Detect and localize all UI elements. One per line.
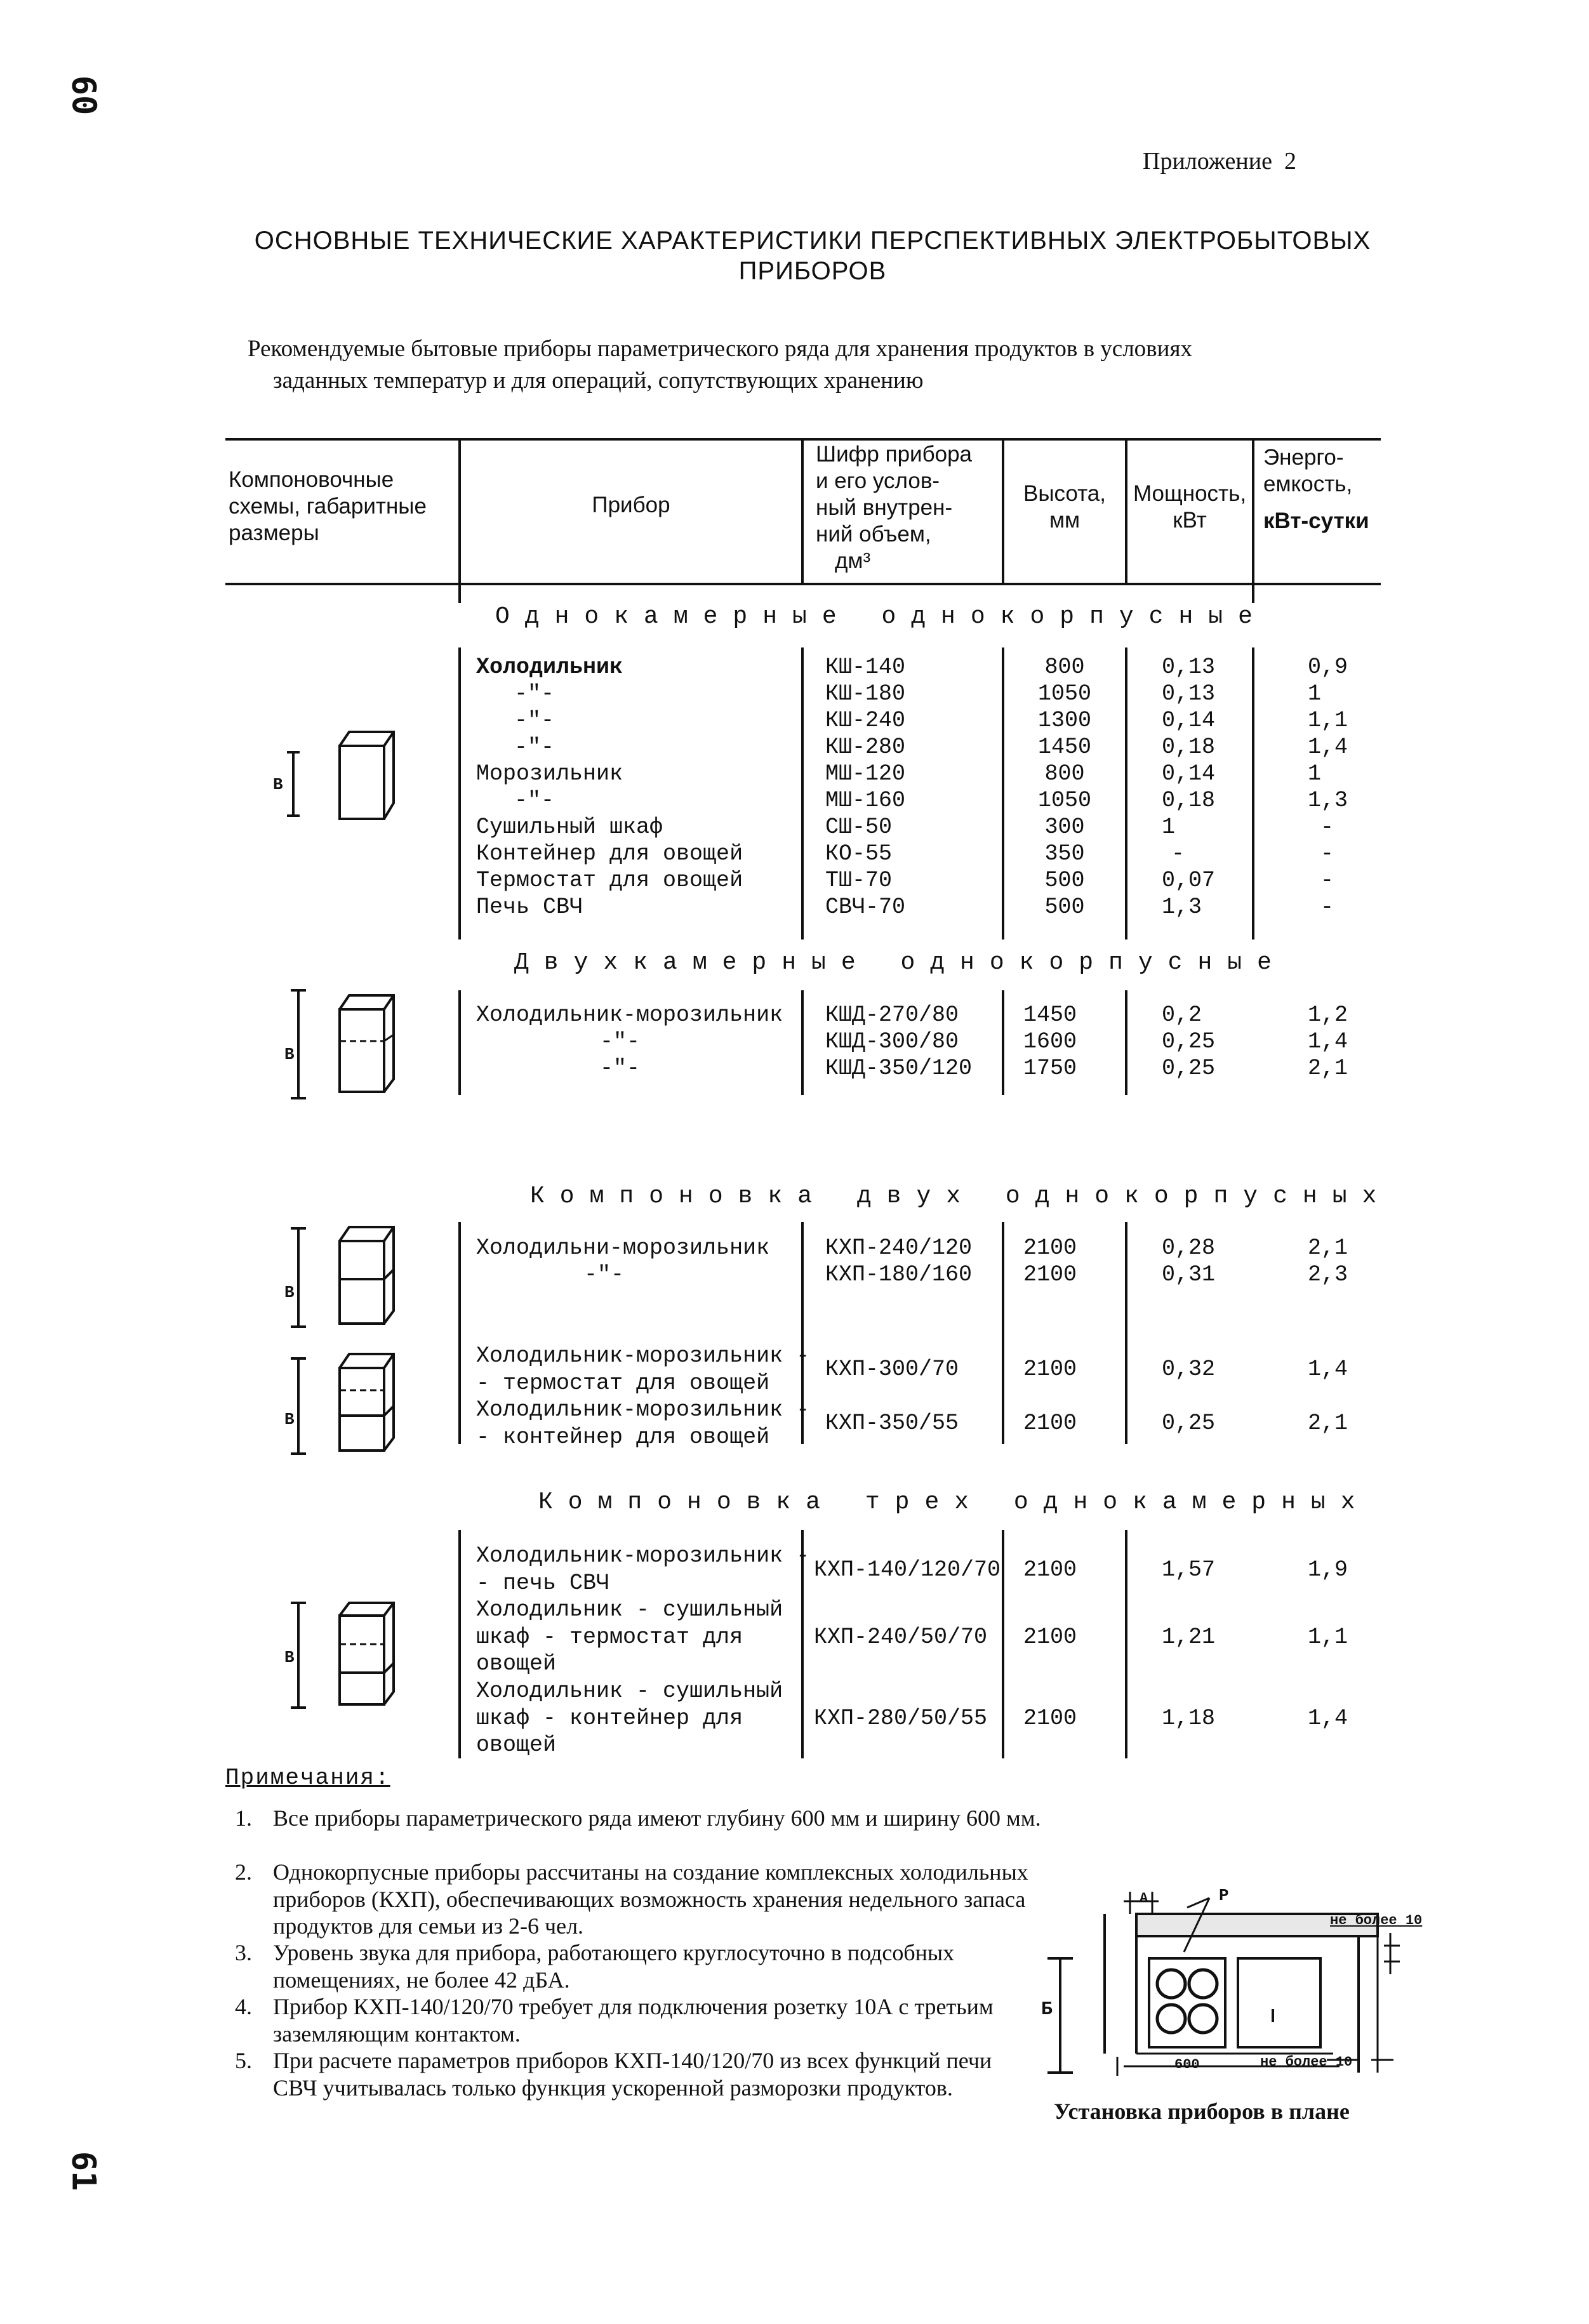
plan-caption: Установка приборов в плане [1054, 2099, 1350, 2124]
device-power: 1,21 [1162, 1624, 1216, 1650]
device-code: КХП-240/120 [825, 1235, 973, 1261]
device-power: 0,25 [1162, 1029, 1216, 1054]
section-rule [458, 1222, 461, 1444]
section-rule [1252, 647, 1254, 940]
device-name: Холодильник-морозильник [476, 1002, 783, 1028]
dimension-label: В [284, 1045, 295, 1064]
plan-label-max10-top: не более 10 [1330, 1913, 1423, 1929]
section-rule [1252, 583, 1254, 603]
device-power: 1,18 [1162, 1706, 1216, 1731]
device-height: 2100 [1023, 1411, 1077, 1436]
note-item: 2. Однокорпусные приборы рассчитаны на создание комплексных холодильных приборов (КХП), обеспечивающих возможность хранения недельного запаса продуктов для семьи из 2-6 чел. [235, 1859, 1028, 1939]
device-power: 1 [1162, 814, 1176, 840]
device-code: СШ-50 [825, 814, 893, 840]
device-energy: - [1320, 868, 1334, 893]
device-height: 1300 [1037, 708, 1091, 733]
device-height: 2100 [1023, 1624, 1077, 1650]
section-rule [458, 583, 461, 603]
device-name: -"- [584, 1262, 625, 1287]
device-height: 1050 [1037, 681, 1091, 707]
section-rule [458, 990, 461, 1095]
device-energy: 1 [1308, 761, 1322, 787]
device-name: Холодильник - сушильный шкаф - термостат для овощей [476, 1597, 783, 1677]
device-energy: 2,1 [1308, 1411, 1348, 1436]
page-title [222, 225, 1403, 286]
device-code: КШ-240 [825, 708, 906, 733]
device-height: 2100 [1023, 1235, 1077, 1261]
header-device: Прибор [592, 493, 670, 517]
note-item: 5. При расчете параметров приборов КХП-140/120/70 из всех функций печи СВЧ учитывалась только функция ускоренной разморозки продуктов. [235, 2048, 992, 2101]
dimension-label: В [284, 1410, 295, 1429]
device-energy: 2,3 [1308, 1262, 1348, 1287]
device-height: 2100 [1023, 1357, 1077, 1382]
device-height: 350 [1044, 841, 1085, 867]
header-divider-2 [801, 438, 804, 583]
device-height: 500 [1044, 868, 1085, 893]
device-height: 1450 [1037, 734, 1091, 760]
device-name: Холодильник [476, 654, 623, 680]
header-energy: Энерго- емкость, кВт-сутки [1263, 445, 1369, 533]
device-name: -"- [600, 1029, 641, 1054]
dimension-label: В [284, 1648, 295, 1667]
device-power: 0,18 [1162, 788, 1216, 813]
device-energy: 1,1 [1308, 1624, 1348, 1650]
device-power: 0,28 [1162, 1235, 1216, 1261]
device-power: 0,18 [1162, 734, 1216, 760]
device-height: 800 [1044, 654, 1085, 680]
device-name: -"- [514, 734, 555, 760]
three-unit-schematic [279, 1600, 419, 1711]
device-energy: 2,1 [1308, 1056, 1348, 1081]
device-name: -"- [514, 788, 555, 813]
device-power: 0,2 [1162, 1002, 1202, 1028]
device-name: -"- [514, 681, 555, 707]
section-rule [1002, 990, 1004, 1095]
device-energy: 1,2 [1308, 1002, 1348, 1028]
device-height: 2100 [1023, 1557, 1077, 1583]
device-code: КШД-300/80 [825, 1029, 959, 1054]
device-energy: - [1320, 814, 1334, 840]
device-power: 0,25 [1162, 1411, 1216, 1436]
device-energy: 1,4 [1308, 1029, 1348, 1054]
header-layout-schemes: Компоновочные схемы, габаритные размеры [229, 467, 427, 545]
device-height: 1050 [1037, 788, 1091, 813]
notes-title: Примечания: [225, 1765, 390, 1791]
device-code: КШ-180 [825, 681, 906, 707]
device-name: Холодильник - сушильный шкаф - контейнер для овощей [476, 1678, 783, 1758]
single-cabinet-schematic [279, 727, 419, 822]
device-power: - [1171, 841, 1185, 867]
device-energy: - [1320, 841, 1334, 867]
device-code: КХП-180/160 [825, 1262, 973, 1287]
device-energy: 0,9 [1308, 654, 1348, 680]
device-power: 0,13 [1162, 681, 1216, 707]
plan-label-a: А [1140, 1890, 1148, 1906]
device-code: МШ-160 [825, 788, 906, 813]
device-power: 0,25 [1162, 1056, 1216, 1081]
device-energy: - [1320, 894, 1334, 920]
device-name: Контейнер для овощей [476, 841, 743, 867]
section-title: Компоновка двух однокорпусных [530, 1183, 1392, 1210]
device-power: 0,07 [1162, 868, 1216, 893]
device-energy: 1,1 [1308, 708, 1348, 733]
device-code: КХП-280/50/55 [814, 1706, 988, 1731]
device-height: 1450 [1023, 1002, 1077, 1028]
device-power: 1,57 [1162, 1557, 1216, 1583]
section-title: Двухкамерные однокорпусные [514, 949, 1287, 976]
device-code: КШ-140 [825, 654, 906, 680]
page-number-top: 60 [64, 75, 103, 116]
device-energy: 1,4 [1308, 734, 1348, 760]
device-code: КШ-280 [825, 734, 906, 760]
dimension-label: В [284, 1283, 295, 1302]
section-rule [801, 990, 804, 1095]
section-rule [1125, 1222, 1127, 1444]
title-line-1: ОСНОВНЫЕ ТЕХНИЧЕСКИЕ ХАРАКТЕРИСТИКИ ПЕРСПЕКТИВНЫХ ЭЛЕКТРОБЫТОВЫХ [254, 227, 1371, 255]
device-height: 2100 [1023, 1262, 1077, 1287]
device-energy: 1,3 [1308, 788, 1348, 813]
device-energy: 1,9 [1308, 1557, 1348, 1583]
device-power: 0,31 [1162, 1262, 1216, 1287]
section-rule [1125, 990, 1127, 1095]
subtitle [248, 333, 1390, 397]
device-code: КХП-240/50/70 [814, 1624, 988, 1650]
header-divider-5 [1252, 438, 1254, 583]
device-name: Термостат для овощей [476, 868, 743, 893]
device-height: 300 [1044, 814, 1085, 840]
section-rule [1125, 1530, 1127, 1758]
subtitle-line-1: Рекомендуемые бытовые приборы параметрического ряда для хранения продуктов в условиях [248, 336, 1192, 362]
section-rule [1002, 1530, 1004, 1758]
note-item: 4. Прибор КХП-140/120/70 требует для подключения розетку 10А с третьим заземляющим контактом. [235, 1994, 994, 2047]
device-name: -"- [600, 1056, 641, 1081]
device-energy: 1,4 [1308, 1706, 1348, 1731]
table-header-rule [225, 583, 1381, 585]
plan-label-p: Р [1219, 1886, 1229, 1905]
section-title: Однокамерные однокорпусные [495, 603, 1268, 630]
three-compartment-schematic [279, 1346, 419, 1460]
device-height: 1750 [1023, 1056, 1077, 1081]
device-code: ТШ-70 [825, 868, 893, 893]
device-power: 0,14 [1162, 761, 1216, 787]
device-power: 0,14 [1162, 708, 1216, 733]
device-height: 800 [1044, 761, 1085, 787]
device-height: 2100 [1023, 1706, 1077, 1731]
device-code: КШД-270/80 [825, 1002, 959, 1028]
device-energy: 1,4 [1308, 1357, 1348, 1382]
plan-label-600: 600 [1174, 2057, 1200, 2073]
page-number-bottom: 61 [64, 2151, 103, 2191]
device-power: 0,13 [1162, 654, 1216, 680]
device-name: Холодильник-морозильник - - печь СВЧ [476, 1543, 810, 1596]
header-code: Шифр прибора и его услов- ный внутрен- ний объем, дм³ [816, 442, 973, 573]
section-rule [1125, 647, 1127, 940]
section-rule [801, 647, 804, 940]
two-unit-schematic [279, 1216, 419, 1330]
device-name: Холодильни-морозильник [476, 1235, 770, 1261]
device-code: КО-55 [825, 841, 893, 867]
section-rule [458, 647, 461, 940]
device-energy: 2,1 [1308, 1235, 1348, 1261]
device-name: Холодильник-морозильник - - термостат для овощей [476, 1343, 810, 1396]
title-line-2: ПРИБОРОВ [738, 257, 887, 285]
device-height: 1600 [1023, 1029, 1077, 1054]
section-rule [1002, 1222, 1004, 1444]
section-rule [458, 1530, 461, 1758]
device-name: Печь СВЧ [476, 894, 583, 920]
device-power: 1,3 [1162, 894, 1202, 920]
device-code: СВЧ-70 [825, 894, 906, 920]
note-item: 1. Все приборы параметрического ряда имеют глубину 600 мм и ширину 600 мм. [235, 1805, 1041, 1831]
device-name: -"- [514, 708, 555, 733]
plan-label-b: Б [1041, 1999, 1053, 2021]
plan-label-max10-bottom: не более 10 [1260, 2054, 1353, 2070]
note-item: 3. Уровень звука для прибора, работающего круглосуточно в подсобных помещениях, не более 42 дБА. [235, 1940, 955, 1993]
header-height: Высота, мм [1023, 481, 1106, 533]
device-code: КХП-140/120/70 [814, 1557, 1001, 1583]
device-code: КХП-350/55 [825, 1411, 959, 1436]
appendix-label: Приложение 2 [1143, 148, 1296, 175]
dimension-label: В [273, 775, 283, 794]
header-power: Мощность, кВт [1133, 481, 1247, 533]
device-code: МШ-120 [825, 761, 906, 787]
two-chamber-schematic [279, 990, 419, 1101]
device-code: КХП-300/70 [825, 1357, 959, 1382]
device-name: Морозильник [476, 761, 623, 787]
subtitle-line-2: заданных температур и для операций, сопутствующих хранению [273, 368, 924, 394]
device-name: Холодильник-морозильник - - контейнер для овощей [476, 1397, 810, 1450]
device-name: Сушильный шкаф [476, 814, 663, 840]
device-code: КШД-350/120 [825, 1056, 973, 1081]
device-height: 500 [1044, 894, 1085, 920]
device-power: 0,32 [1162, 1357, 1216, 1382]
section-title: Компоновка трех однокамерных [538, 1489, 1371, 1516]
device-energy: 1 [1308, 681, 1322, 707]
